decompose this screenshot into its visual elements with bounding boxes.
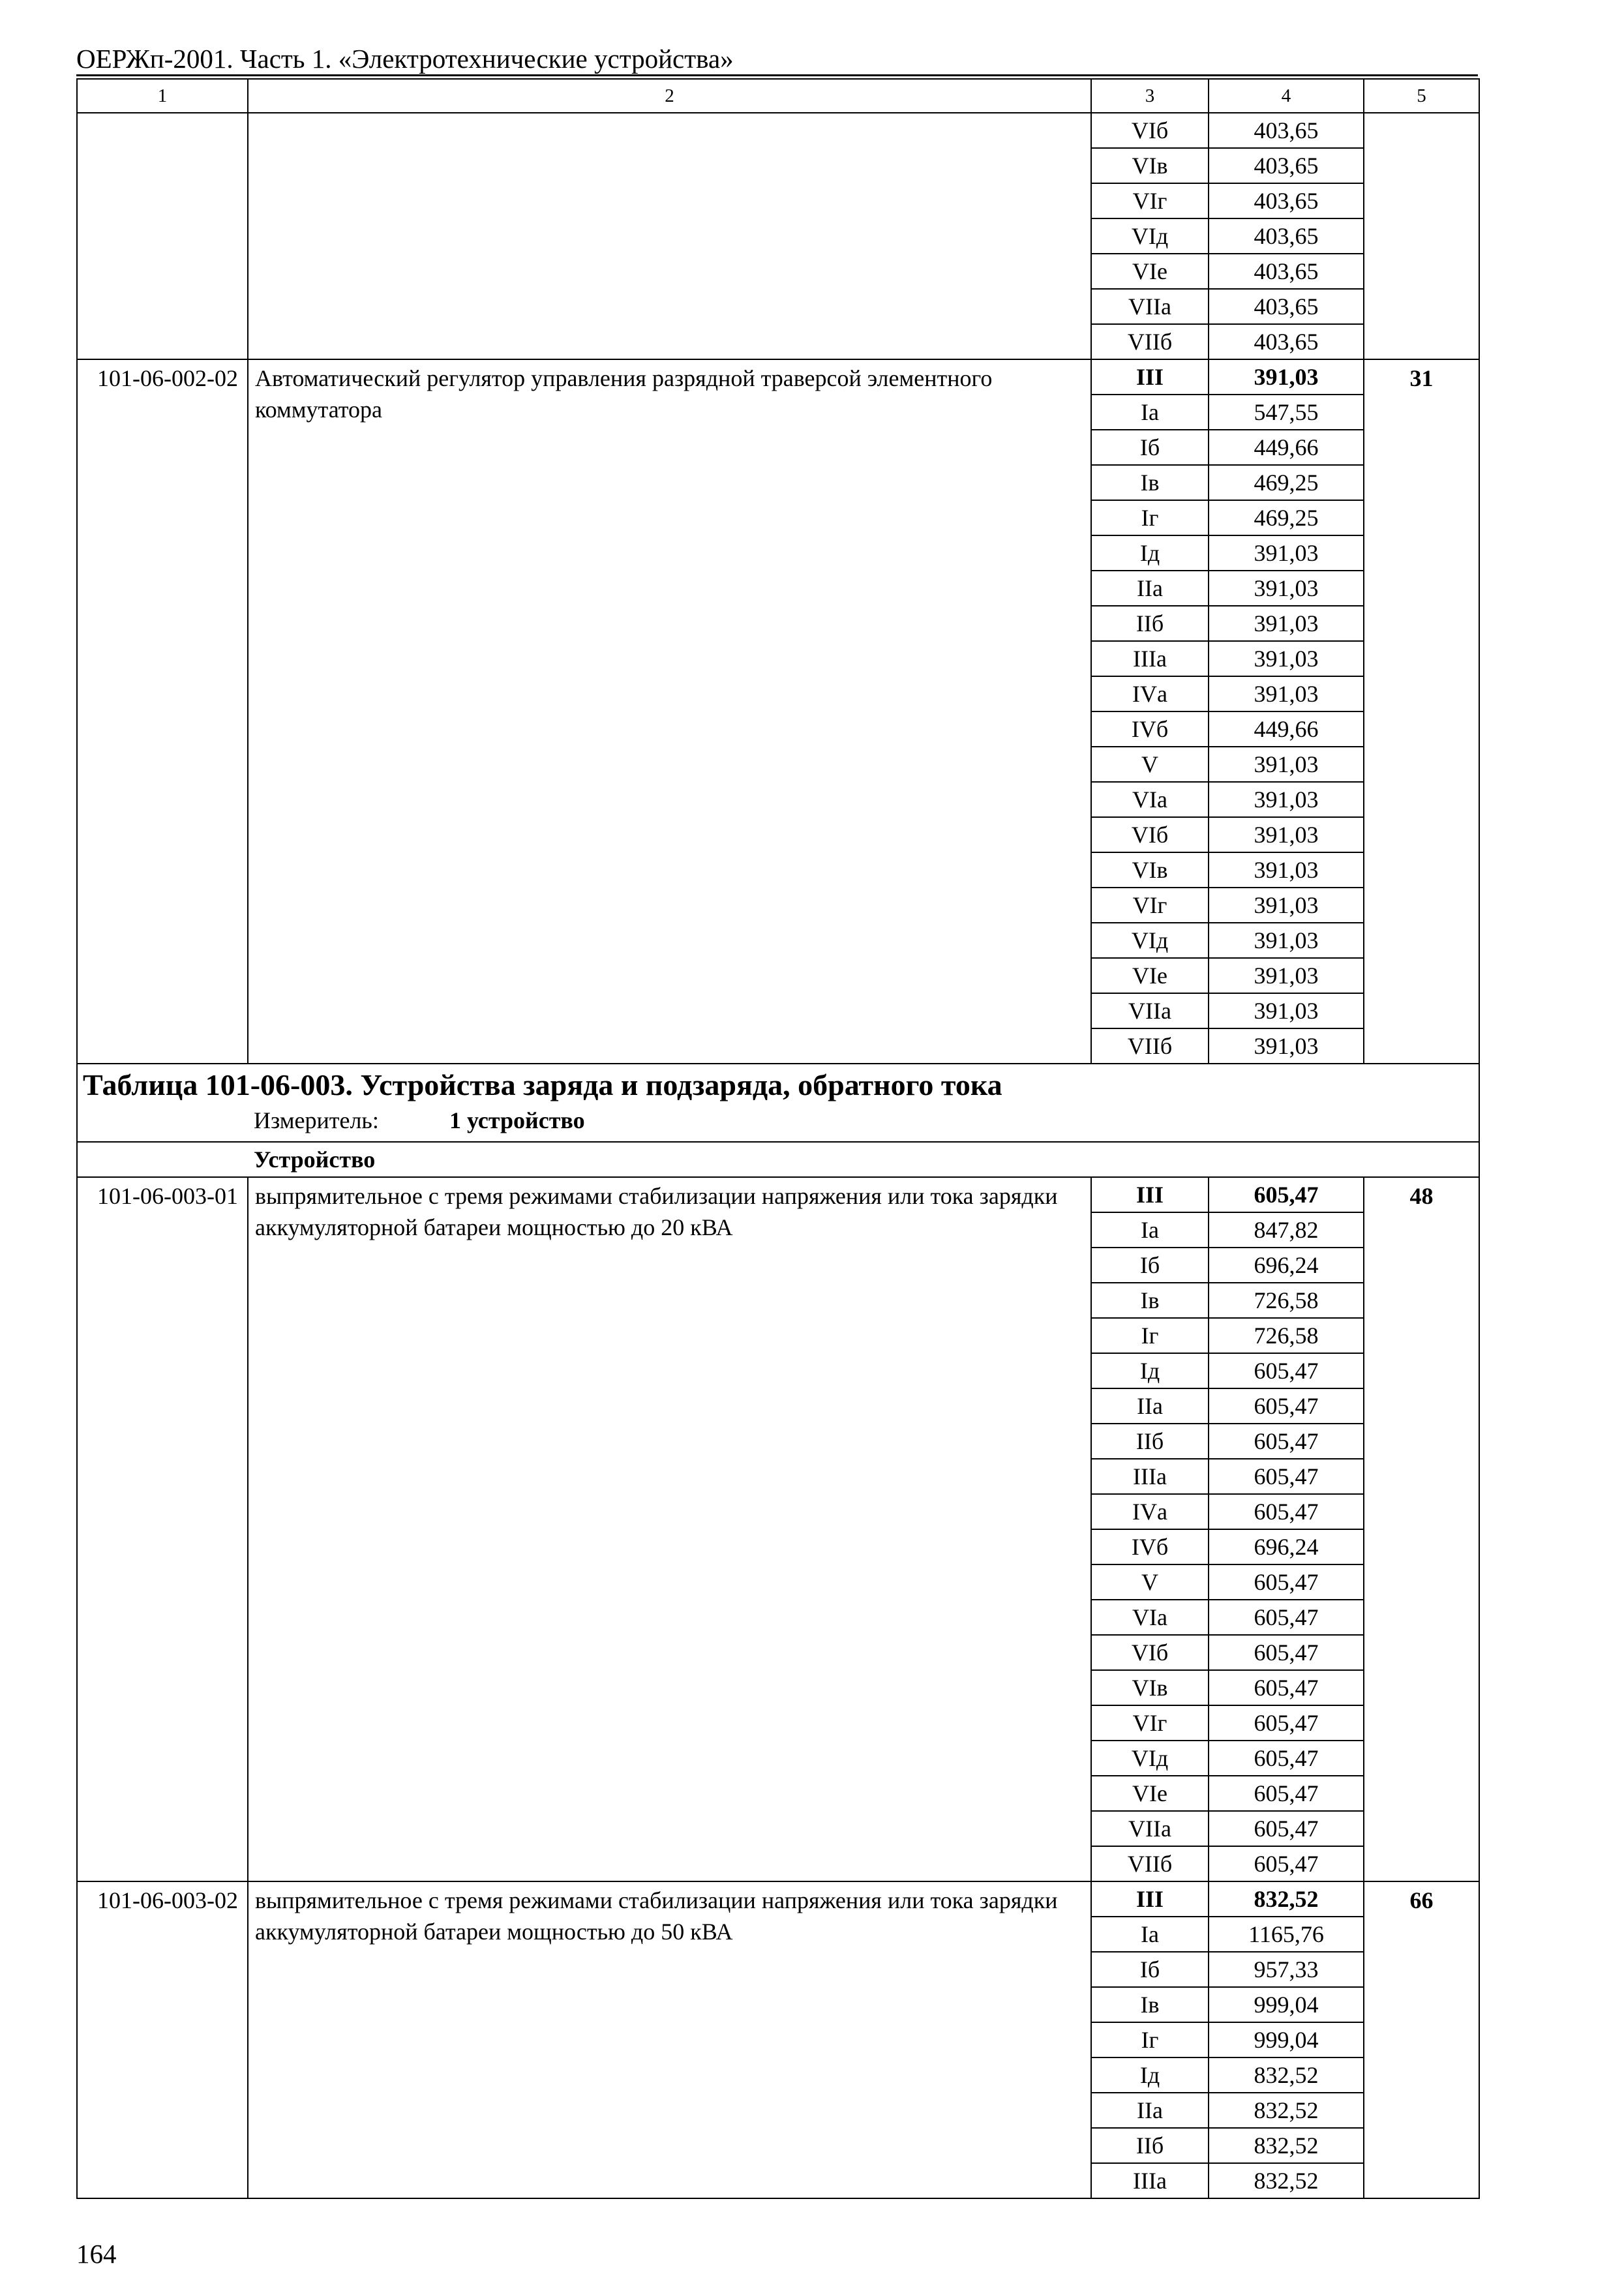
item-code: 101-06-003-01 <box>77 1177 248 1881</box>
zone-cell: IIIа <box>1091 641 1209 676</box>
zone-cell: Iв <box>1091 1987 1209 2022</box>
item-description: выпрямительное с тремя режимами стабилизации напряжения или тока зарядки аккумуляторной батареи мощностью до 50 кВА <box>248 1881 1091 2198</box>
zone-cell: Iа <box>1091 1212 1209 1248</box>
zone-cell: IVа <box>1091 676 1209 711</box>
price-cell: 605,47 <box>1209 1459 1364 1494</box>
price-cell: 605,47 <box>1209 1846 1364 1881</box>
price-cell: 403,65 <box>1209 254 1364 289</box>
price-cell: 605,47 <box>1209 1600 1364 1635</box>
zone-cell: IVб <box>1091 711 1209 747</box>
zone-cell: Iв <box>1091 465 1209 500</box>
section-header <box>77 1064 1479 1142</box>
zone-cell: VIг <box>1091 183 1209 218</box>
table-row <box>77 1881 1479 1917</box>
zone-cell: III <box>1091 359 1209 395</box>
zone-cell: VIд <box>1091 923 1209 958</box>
zone-cell: IIа <box>1091 2093 1209 2128</box>
item-col5-value: 31 <box>1364 359 1479 1064</box>
zone-cell: VIе <box>1091 1776 1209 1811</box>
price-cell: 391,03 <box>1209 747 1364 782</box>
item-code: 101-06-003-02 <box>77 1881 248 2198</box>
page-number: 164 <box>76 2239 117 2269</box>
zone-cell: VIб <box>1091 817 1209 852</box>
group-header-row <box>77 1142 1479 1177</box>
price-cell: 832,52 <box>1209 2057 1364 2093</box>
column-header-3: 3 <box>1091 79 1209 113</box>
zone-cell: Iб <box>1091 1248 1209 1283</box>
price-cell: 832,52 <box>1209 2163 1364 2198</box>
column-header-2: 2 <box>248 79 1091 113</box>
price-cell: 391,03 <box>1209 782 1364 817</box>
price-cell: 726,58 <box>1209 1318 1364 1353</box>
zone-cell: VIе <box>1091 958 1209 993</box>
price-cell: 605,47 <box>1209 1388 1364 1424</box>
price-cell: 469,25 <box>1209 500 1364 535</box>
price-cell: 999,04 <box>1209 2022 1364 2057</box>
zone-cell: VIб <box>1091 1635 1209 1670</box>
item-code <box>77 113 248 359</box>
price-table-body <box>77 79 1479 2198</box>
price-cell: 605,47 <box>1209 1494 1364 1529</box>
price-cell: 1165,76 <box>1209 1917 1364 1952</box>
zone-cell: VIIб <box>1091 1846 1209 1881</box>
zone-cell: IIIа <box>1091 1459 1209 1494</box>
item-description: выпрямительное с тремя режимами стабилизации напряжения или тока зарядки аккумуляторной батареи мощностью до 20 кВА <box>248 1177 1091 1881</box>
price-cell: 403,65 <box>1209 289 1364 324</box>
price-cell: 847,82 <box>1209 1212 1364 1248</box>
zone-cell: Iб <box>1091 430 1209 465</box>
zone-cell: VIб <box>1091 113 1209 148</box>
section-header-row <box>77 1064 1479 1142</box>
meter-label: Измеритель: <box>254 1107 379 1133</box>
price-cell: 391,03 <box>1209 888 1364 923</box>
table-row <box>77 359 1479 395</box>
price-cell: 547,55 <box>1209 395 1364 430</box>
column-header-1: 1 <box>77 79 248 113</box>
zone-cell: IVа <box>1091 1494 1209 1529</box>
price-cell: 391,03 <box>1209 852 1364 888</box>
price-cell: 469,25 <box>1209 465 1364 500</box>
zone-cell: VIв <box>1091 1670 1209 1705</box>
zone-cell: Iг <box>1091 2022 1209 2057</box>
zone-cell: VIIб <box>1091 1028 1209 1064</box>
price-cell: 449,66 <box>1209 711 1364 747</box>
item-description: Автоматический регулятор управления разрядной траверсой элементного коммутатора <box>248 359 1091 1064</box>
price-cell: 403,65 <box>1209 324 1364 359</box>
price-cell: 957,33 <box>1209 1952 1364 1987</box>
price-cell: 391,03 <box>1209 817 1364 852</box>
price-cell: 391,03 <box>1209 958 1364 993</box>
zone-cell: VIг <box>1091 888 1209 923</box>
zone-cell: VIа <box>1091 782 1209 817</box>
zone-cell: IVб <box>1091 1529 1209 1564</box>
price-cell: 391,03 <box>1209 359 1364 395</box>
zone-cell: IIб <box>1091 2128 1209 2163</box>
zone-cell: Iб <box>1091 1952 1209 1987</box>
price-cell: 403,65 <box>1209 148 1364 183</box>
zone-cell: Iв <box>1091 1283 1209 1318</box>
price-table <box>76 78 1480 2199</box>
zone-cell: IIIа <box>1091 2163 1209 2198</box>
meter-value: 1 устройство <box>449 1107 585 1133</box>
price-cell: 696,24 <box>1209 1248 1364 1283</box>
price-cell: 832,52 <box>1209 1881 1364 1917</box>
price-cell: 605,47 <box>1209 1177 1364 1212</box>
column-header-4: 4 <box>1209 79 1364 113</box>
price-cell: 605,47 <box>1209 1353 1364 1388</box>
price-cell: 391,03 <box>1209 1028 1364 1064</box>
price-cell: 605,47 <box>1209 1705 1364 1741</box>
zone-cell: VIе <box>1091 254 1209 289</box>
price-cell: 449,66 <box>1209 430 1364 465</box>
zone-cell: Iд <box>1091 535 1209 571</box>
section-title: Таблица 101-06-003. Устройства заряда и подзаряда, обратного тока <box>83 1068 1002 1101</box>
price-cell: 403,65 <box>1209 113 1364 148</box>
section-meter <box>78 1105 1479 1136</box>
price-cell: 605,47 <box>1209 1670 1364 1705</box>
group-header <box>77 1142 1479 1177</box>
table-row <box>77 1177 1479 1212</box>
price-cell: 832,52 <box>1209 2128 1364 2163</box>
price-cell: 605,47 <box>1209 1741 1364 1776</box>
price-cell: 391,03 <box>1209 641 1364 676</box>
zone-cell: IIа <box>1091 1388 1209 1424</box>
price-cell: 403,65 <box>1209 218 1364 254</box>
zone-cell: Iд <box>1091 1353 1209 1388</box>
price-cell: 391,03 <box>1209 535 1364 571</box>
zone-cell: VIг <box>1091 1705 1209 1741</box>
price-cell: 696,24 <box>1209 1529 1364 1564</box>
zone-cell: IIб <box>1091 1424 1209 1459</box>
table-row <box>77 113 1479 148</box>
price-cell: 391,03 <box>1209 923 1364 958</box>
price-cell: 391,03 <box>1209 606 1364 641</box>
page-header-title: ОЕРЖп-2001. Часть 1. «Электротехнические устройства» <box>76 44 734 74</box>
zone-cell: VIIа <box>1091 289 1209 324</box>
price-cell: 391,03 <box>1209 571 1364 606</box>
zone-cell: III <box>1091 1177 1209 1212</box>
zone-cell: V <box>1091 1564 1209 1600</box>
item-col5-value <box>1364 113 1479 359</box>
item-col5-value: 48 <box>1364 1177 1479 1881</box>
zone-cell: Iд <box>1091 2057 1209 2093</box>
group-label: Устройство <box>254 1146 376 1173</box>
zone-cell: III <box>1091 1881 1209 1917</box>
price-cell: 832,52 <box>1209 2093 1364 2128</box>
zone-cell: IIб <box>1091 606 1209 641</box>
price-cell: 605,47 <box>1209 1776 1364 1811</box>
column-header-row <box>77 79 1479 113</box>
price-cell: 726,58 <box>1209 1283 1364 1318</box>
header-rule <box>76 74 1478 76</box>
zone-cell: Iг <box>1091 1318 1209 1353</box>
item-description <box>248 113 1091 359</box>
zone-cell: VIIб <box>1091 324 1209 359</box>
zone-cell: V <box>1091 747 1209 782</box>
item-code: 101-06-002-02 <box>77 359 248 1064</box>
price-cell: 391,03 <box>1209 676 1364 711</box>
zone-cell: Iа <box>1091 395 1209 430</box>
price-cell: 403,65 <box>1209 183 1364 218</box>
zone-cell: VIа <box>1091 1600 1209 1635</box>
column-header-5: 5 <box>1364 79 1479 113</box>
price-cell: 605,47 <box>1209 1811 1364 1846</box>
price-cell: 605,47 <box>1209 1564 1364 1600</box>
zone-cell: Iа <box>1091 1917 1209 1952</box>
price-cell: 391,03 <box>1209 993 1364 1028</box>
item-col5-value: 66 <box>1364 1881 1479 2198</box>
zone-cell: VIд <box>1091 218 1209 254</box>
price-cell: 605,47 <box>1209 1635 1364 1670</box>
price-cell: 999,04 <box>1209 1987 1364 2022</box>
zone-cell: VIв <box>1091 148 1209 183</box>
zone-cell: VIд <box>1091 1741 1209 1776</box>
zone-cell: VIв <box>1091 852 1209 888</box>
zone-cell: VIIа <box>1091 993 1209 1028</box>
zone-cell: IIа <box>1091 571 1209 606</box>
price-cell: 605,47 <box>1209 1424 1364 1459</box>
zone-cell: Iг <box>1091 500 1209 535</box>
zone-cell: VIIа <box>1091 1811 1209 1846</box>
